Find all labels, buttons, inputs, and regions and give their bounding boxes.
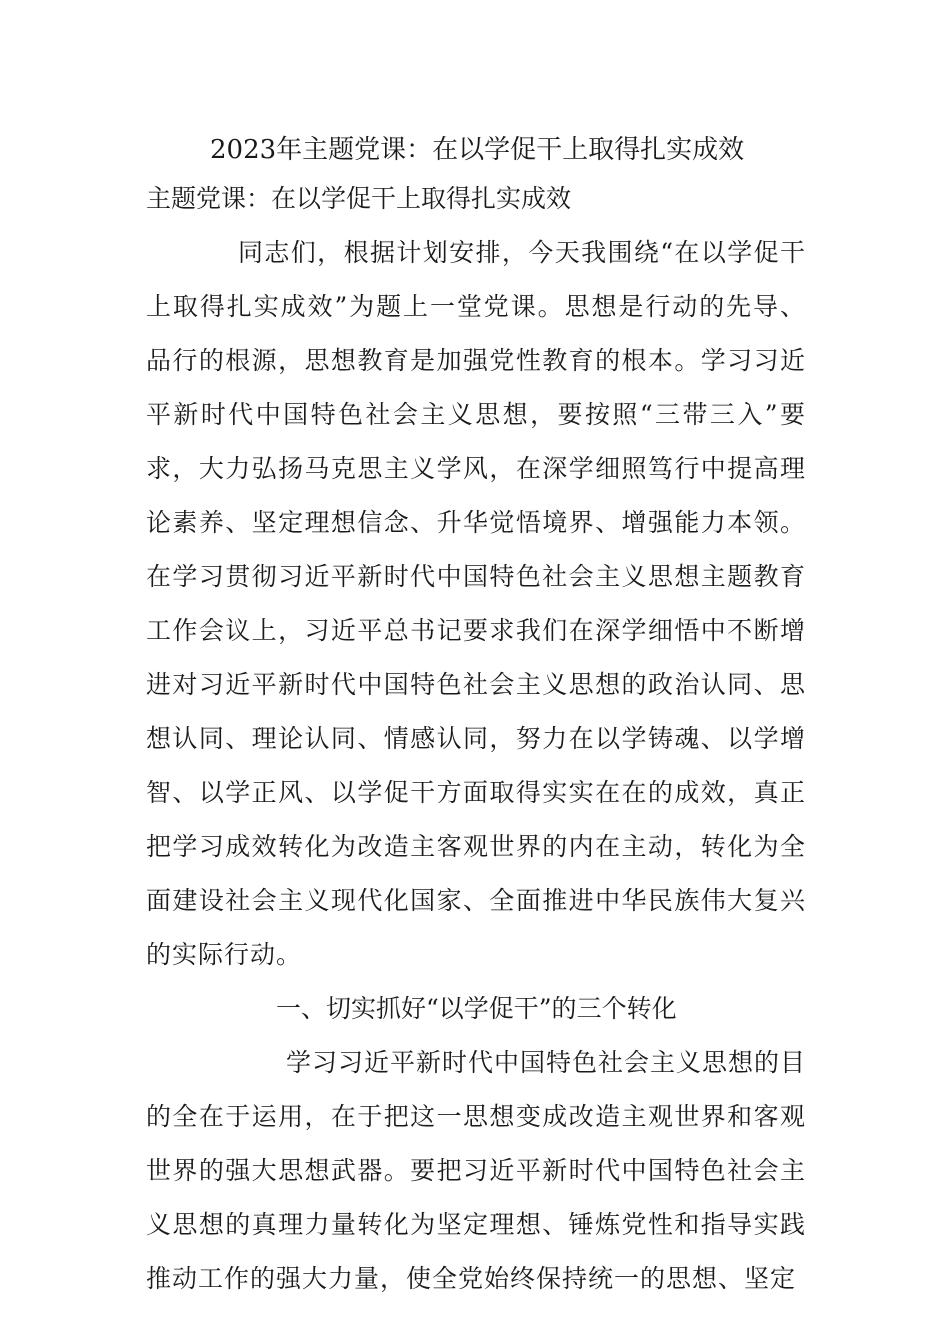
document-title: 2023年主题党课：在以学促干上取得扎实成效	[210, 135, 745, 165]
section-heading-1: 一、切实抓好“以学促干”的三个转化	[276, 994, 677, 1023]
document-body	[146, 128, 806, 1306]
paragraph-section-1: 学习习近平新时代中国特色社会主义思想的目的全在于运用，在于把这一思想变成改造主观世界和客观世界的强大思想武器。要把习近平新时代中国特色社会主义思想的真理力量转化为坚定理想、锤炼党性和指导实践推动工作的强大力量，使全党始终保持统一的思想、坚定	[146, 1048, 807, 1293]
paragraph-intro: 同志们，根据计划安排，今天我围绕“在以学促干上取得扎实成效”为题上一堂党课。思想是行动的先导、品行的根源，思想教育是加强党性教育的根本。学习习近平新时代中国特色社会主义思想，要按照“三带三入”要求，大力弘扬马克思主义学风，在深学细照笃行中提高理论素养、坚定理想信念、升华觉悟境界、增强能力本领。在学习贯彻习近平新时代中国特色社会主义思想主题教育工作会议上，习近平总书记要求我们在深学细悟中不断增进对习近平新时代中国特色社会主义思想的政治认同、思想认同、理论认同、情感认同，努力在以学铸魂、以学增智、以学正风、以学促干方面取得实实在在的成效，真正把学习成效转化为改造主客观世界的内在主动，转化为全面建设社会主义现代化国家、全面推进中华民族伟大复兴的实际行动。	[146, 238, 806, 969]
document-subtitle: 主题党课：在以学促干上取得扎实成效	[146, 184, 572, 213]
